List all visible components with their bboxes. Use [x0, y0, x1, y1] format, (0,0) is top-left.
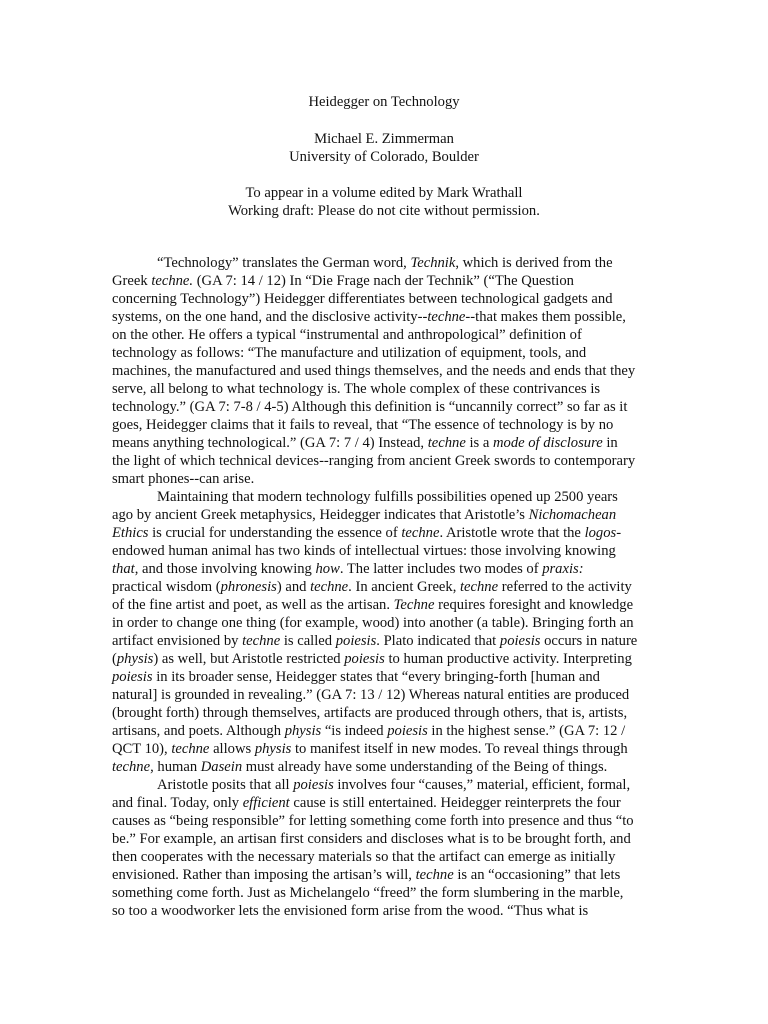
italic-text: Dasein: [200, 759, 243, 775]
text-run: involves four “causes,” material, efficient, formal,: [333, 777, 631, 793]
italic-text: mode of disclosure: [492, 435, 603, 451]
text-run: to human productive activity. Interpreting: [384, 651, 632, 667]
text-line: [112, 632, 672, 650]
text-run: be.” For example, an artisan first considers and discloses what is to be brought forth, and: [112, 831, 631, 847]
italic-text: techne.: [151, 273, 194, 289]
text-line: [112, 614, 672, 632]
italic-text: Nichomachean: [528, 507, 617, 523]
text-run: in the highest sense.” (GA 7: 12 /: [427, 723, 626, 739]
text-line: [112, 650, 672, 668]
text-line: [112, 578, 672, 596]
text-run: endowed human animal has two kinds of intellectual virtues: those involving knowing: [112, 543, 616, 559]
text-run: is crucial for understanding the essence of: [148, 525, 402, 541]
text-line: [112, 290, 672, 308]
text-line: [112, 560, 672, 578]
text-line: [112, 398, 672, 416]
text-run: . The latter includes two modes of: [339, 561, 543, 577]
text-run: and final. Today, only: [112, 795, 243, 811]
text-run: on the other. He offers a typical “instrumental and anthropological” definition of: [112, 327, 582, 343]
text-run: is called: [280, 633, 336, 649]
text-run: (brought forth) through themselves, artifacts are produced through others, that is, artists,: [112, 705, 628, 721]
text-line: [112, 506, 672, 524]
text-line: [112, 704, 672, 722]
italic-text: physis: [284, 723, 322, 739]
text-run: ) as well, but Aristotle restricted: [153, 651, 345, 667]
draft-notice: Working draft: Please do not cite without permission.: [228, 203, 540, 219]
text-run: in its broader sense, Heidegger states that “every bringing-forth [human and: [152, 669, 600, 685]
text-line: [112, 308, 672, 326]
text-run: occurs in nature: [540, 633, 638, 649]
text-run: QCT 10),: [112, 741, 172, 757]
text-run: smart phones--can arise.: [112, 471, 255, 487]
text-run: to manifest itself in new modes. To reveal things through: [291, 741, 628, 757]
italic-text: poiesis: [293, 777, 334, 793]
paper-title: Heidegger on Technology: [308, 94, 460, 110]
text-line: [112, 758, 672, 776]
text-run: Maintaining that modern technology fulfills possibilities opened up 2500 years: [157, 489, 618, 505]
text-line: [112, 830, 672, 848]
text-run: Aristotle posits that all: [157, 777, 294, 793]
text-line: [112, 722, 672, 740]
text-run: , human: [150, 759, 201, 775]
body-text: [112, 254, 672, 920]
text-run: something come forth. Just as Michelangelo “freed” the form slumbering in the marble,: [112, 885, 624, 901]
text-run: natural] is grounded in revealing.” (GA 7: 13 / 12) Whereas natural entities are produced: [112, 687, 630, 703]
text-run: so too a woodworker lets the envisioned form arise from the wood. “Thus what is: [112, 903, 589, 919]
italic-text: techne: [415, 867, 454, 883]
italic-text: poiesis: [499, 633, 541, 649]
text-run: is an “occasioning” that lets: [453, 867, 621, 883]
text-line: [112, 848, 672, 866]
text-line: [112, 794, 672, 812]
text-line: [112, 272, 672, 290]
text-line: [112, 776, 672, 794]
publication-note: To appear in a volume edited by Mark Wrathall: [245, 185, 523, 201]
italic-text: techne: [401, 525, 440, 541]
text-run: serve, all belong to what technology is. The whole complex of these contrivances is: [112, 381, 601, 397]
italic-text: techne: [460, 579, 499, 595]
author-affiliation: University of Colorado, Boulder: [289, 149, 479, 165]
text-line: [112, 416, 672, 434]
paragraph: [112, 776, 672, 920]
italic-text: logos: [584, 525, 617, 541]
text-run: . Aristotle wrote that the: [439, 525, 585, 541]
italic-text: phronesis: [220, 579, 277, 595]
text-line: [112, 812, 672, 830]
text-run: causes as “being responsible” for letting something come forth into presence and thus “to: [112, 813, 634, 829]
text-run: -: [616, 525, 622, 541]
text-run: requires foresight and knowledge: [434, 597, 634, 613]
text-line: [112, 740, 672, 758]
text-run: the light of which technical devices--ranging from ancient Greek swords to contemporary: [112, 453, 636, 469]
italic-text: how: [315, 561, 340, 577]
text-run: allows: [209, 741, 255, 757]
text-run: (: [112, 651, 117, 667]
italic-text: poiesis: [387, 723, 428, 739]
text-line: [112, 902, 672, 920]
text-run: . Plato indicated that: [376, 633, 500, 649]
text-run: envisioned. Rather than imposing the artisan’s will,: [112, 867, 416, 883]
text-run: technology.” (GA 7: 7-8 / 4-5) Although this definition is “uncannily correct” so far as it: [112, 399, 628, 415]
text-line: [112, 434, 672, 452]
text-run: . In ancient Greek,: [348, 579, 460, 595]
text-run: cause is still entertained. Heidegger reinterprets the four: [289, 795, 621, 811]
text-line: [112, 866, 672, 884]
italic-text: physis: [254, 741, 292, 757]
text-run: machines, the manufactured and used things themselves, and the needs and ends that they: [112, 363, 636, 379]
paragraph: [112, 254, 672, 488]
text-run: (GA 7: 14 / 12) In “Die Frage nach der Technik” (“The Question: [193, 273, 574, 289]
text-line: [112, 488, 672, 506]
italic-text: techne: [242, 633, 281, 649]
text-run: of the fine artist and poet, as well as the artisan.: [112, 597, 394, 613]
italic-text: praxis:: [542, 561, 584, 577]
italic-text: Ethics: [112, 525, 149, 541]
italic-text: poiesis: [335, 633, 377, 649]
italic-text: techne: [310, 579, 349, 595]
text-line: [112, 254, 672, 272]
text-line: [112, 380, 672, 398]
text-line: [112, 326, 672, 344]
text-run: goes, Heidegger claims that it fails to reveal, that “The essence of technology is by no: [112, 417, 614, 433]
text-run: Greek: [112, 273, 152, 289]
italic-text: techne: [427, 435, 466, 451]
author-name: Michael E. Zimmerman: [314, 131, 454, 147]
text-line: [112, 884, 672, 902]
text-run: concerning Technology”) Heidegger differentiates between technological gadgets and: [112, 291, 613, 307]
text-run: practical wisdom (: [112, 579, 221, 595]
italic-text: techne: [171, 741, 210, 757]
italic-text: efficient: [242, 795, 290, 811]
italic-text: Techne: [393, 597, 435, 613]
text-line: [112, 344, 672, 362]
text-line: [112, 362, 672, 380]
text-run: artisans, and poets. Although: [112, 723, 285, 739]
text-line: [112, 686, 672, 704]
text-run: must already have some understanding of the Being of things.: [242, 759, 608, 775]
text-run: then cooperates with the necessary materials so that the artifact can emerge as initially: [112, 849, 616, 865]
text-run: means anything technological.” (GA 7: 7 / 4) Instead,: [112, 435, 428, 451]
text-run: ago by ancient Greek metaphysics, Heidegger indicates that Aristotle’s: [112, 507, 529, 523]
text-line: [112, 542, 672, 560]
text-run: , which is derived from the: [455, 255, 613, 271]
italic-text: that: [112, 561, 135, 577]
text-run: ) and: [276, 579, 311, 595]
text-line: [112, 524, 672, 542]
text-line: [112, 668, 672, 686]
italic-text: techne: [427, 309, 466, 325]
text-run: “Technology” translates the German word,: [157, 255, 411, 271]
text-run: technology as follows: “The manufacture and utilization of equipment, tools, and: [112, 345, 587, 361]
text-run: --that makes them possible,: [465, 309, 626, 325]
text-line: [112, 452, 672, 470]
text-run: in: [602, 435, 618, 451]
text-line: [112, 470, 672, 488]
text-run: systems, on the one hand, and the disclosive activity--: [112, 309, 428, 325]
italic-text: physis: [116, 651, 154, 667]
italic-text: poiesis: [344, 651, 385, 667]
text-run: referred to the activity: [498, 579, 632, 595]
text-run: , and those involving knowing: [134, 561, 316, 577]
text-run: is a: [465, 435, 493, 451]
text-run: in order to change one thing (for example, wood) into another (a table). Bringing forth an: [112, 615, 634, 631]
text-run: artifact envisioned by: [112, 633, 243, 649]
paragraph: [112, 488, 672, 776]
text-run: “is indeed: [321, 723, 388, 739]
italic-text: Technik: [410, 255, 456, 271]
italic-text: techne: [112, 759, 151, 775]
text-line: [112, 596, 672, 614]
italic-text: poiesis: [112, 669, 153, 685]
